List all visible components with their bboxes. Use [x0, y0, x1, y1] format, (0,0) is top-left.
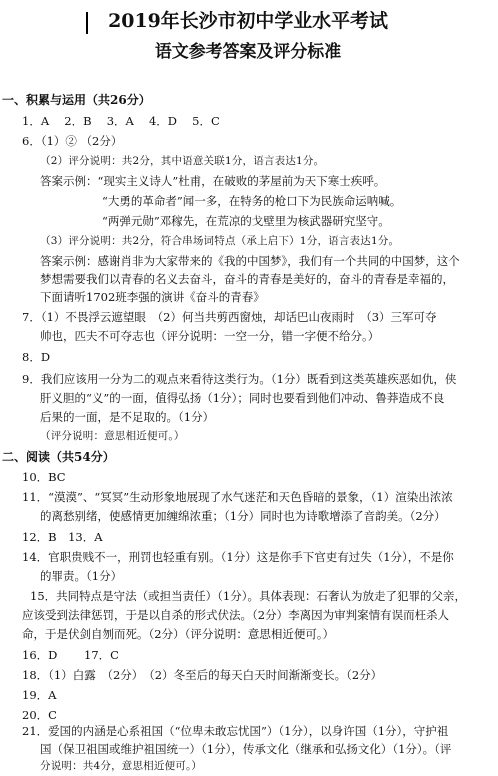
answer-q21-line1: 21．爱国的内涵是心系祖国（“位卑未敢忘忧国”）（1分），以身许国（1分），守护祖	[22, 724, 449, 738]
answer-q6-example-a: 答案示例：“现实主义诗人”杜甫，在破败的茅屋前为天下寒士疾呼。	[40, 174, 386, 188]
answer-q6-3-example-a: 答案示例：感谢肖非为大家带来的《我的中国梦》，我们有一个共同的中国梦，这个	[40, 254, 460, 268]
page-subtitle: 语文参考答案及评分标准	[154, 42, 342, 62]
answer-q8: 8．D	[22, 350, 51, 364]
answer-q6-example-b: “大勇的革命者”闻一多，在特务的枪口下为民族命运呐喊。	[102, 194, 402, 208]
answer-q21-line3: 分说明：共4分，意思相近便可。）	[40, 760, 203, 772]
answer-q7-line2: 帅也，匹夫不可夺志也（评分说明：一空一分，错一字便不给分。）	[40, 329, 380, 343]
answer-q1-5: 1．A 2．B 3．A 4．D 5．C	[22, 114, 220, 128]
answer-q15-line1: 15．共同特点是守法（或担当责任）（1分）。具体表现：石奢认为放走了犯罪的父亲，	[30, 589, 466, 603]
answer-q9-line1: 9．我们应该用一分为二的观点来看待这类行为。（1分）既看到这类英雄疾恶如仇，侠	[22, 372, 457, 386]
answer-q10: 10．BC	[22, 470, 66, 484]
answer-q9-note: （评分说明：意思相近便可。）	[40, 430, 185, 442]
answer-q6-3-note: （3）评分说明：共2分，符合串场词特点（承上启下）1分，语言表达1分。	[40, 235, 400, 247]
answer-q20: 20．C	[22, 708, 57, 722]
answer-q11-line2: 的离愁别绪，使感情更加缠绵浓重；（1分）同时也为诗歌增添了音韵美。（2分）	[40, 509, 446, 523]
answer-q6-example-c: “两弹元勋”邓稼先，在荒凉的戈壁里为核武器研究坚守。	[102, 214, 390, 228]
answer-q15-line3: 命，于是伏剑自刎而死。（2分）（评分说明：意思相近便可。）	[22, 627, 335, 641]
answer-q6-2-note: （2）评分说明：共2分，其中语意关联1分，语言表达1分。	[40, 155, 325, 167]
answer-q11-line1: 11．“漠漠”、“冥冥”生动形象地展现了水气迷茫和天色昏暗的景象，（1）渲染出浓浓	[22, 490, 453, 504]
page-title: 2019年长沙市初中学业水平考试	[108, 10, 388, 32]
answer-q15-line2: 应该受到法律惩罚，于是以自杀的形式伏法。（2分）李离因为审判案情有误而枉杀人	[22, 608, 450, 622]
answer-q6-3-example-c: 下面请听1702班李强的演讲《奋斗的青春》	[40, 290, 265, 304]
answer-q9-line2: 肝义胆的“义”的一面，值得弘扬（1分）；同时也要看到他们冲动、鲁莽造成不良	[40, 391, 445, 405]
answer-q6-1: 6．（1）② （2分）	[22, 134, 123, 148]
answer-q14-line1: 14．官职贵贱不一，刑罚也轻重有别。（1分）这是你手下官吏有过失（1分），不是你	[22, 550, 454, 564]
answer-q12-13: 12．B 13．A	[22, 530, 103, 544]
section-heading-2: 二、阅读（共54分）	[2, 450, 115, 464]
answer-q9-line3: 后果的一面，是不足取的。（1分）	[40, 410, 215, 424]
answer-q14-line2: 的罪责。（1分）	[40, 569, 123, 583]
answer-q21-line2: 国（保卫祖国或维护祖国统一）（1分），传承文化（继承和弘扬文化）（1分）。（评	[40, 742, 452, 756]
answer-q16-17: 16．D 17．C	[22, 648, 119, 662]
answer-q18: 18．（1）白露 （2分） （2）冬至后的每天白天时间渐渐变长。（2分）	[22, 668, 383, 682]
answer-q19: 19．A	[22, 688, 57, 702]
answer-q7-line1: 7．（1）不畏浮云遮望眼 （2）何当共剪西窗烛，却话巴山夜雨时 （3）三军可夺	[22, 310, 437, 324]
section-heading-1: 一、积累与运用（共26分）	[2, 93, 151, 107]
answer-q6-3-example-b: 梦想需要我们以青春的名义去奋斗，奋斗的青春是美好的，奋斗的青春是幸福的，	[40, 272, 454, 286]
